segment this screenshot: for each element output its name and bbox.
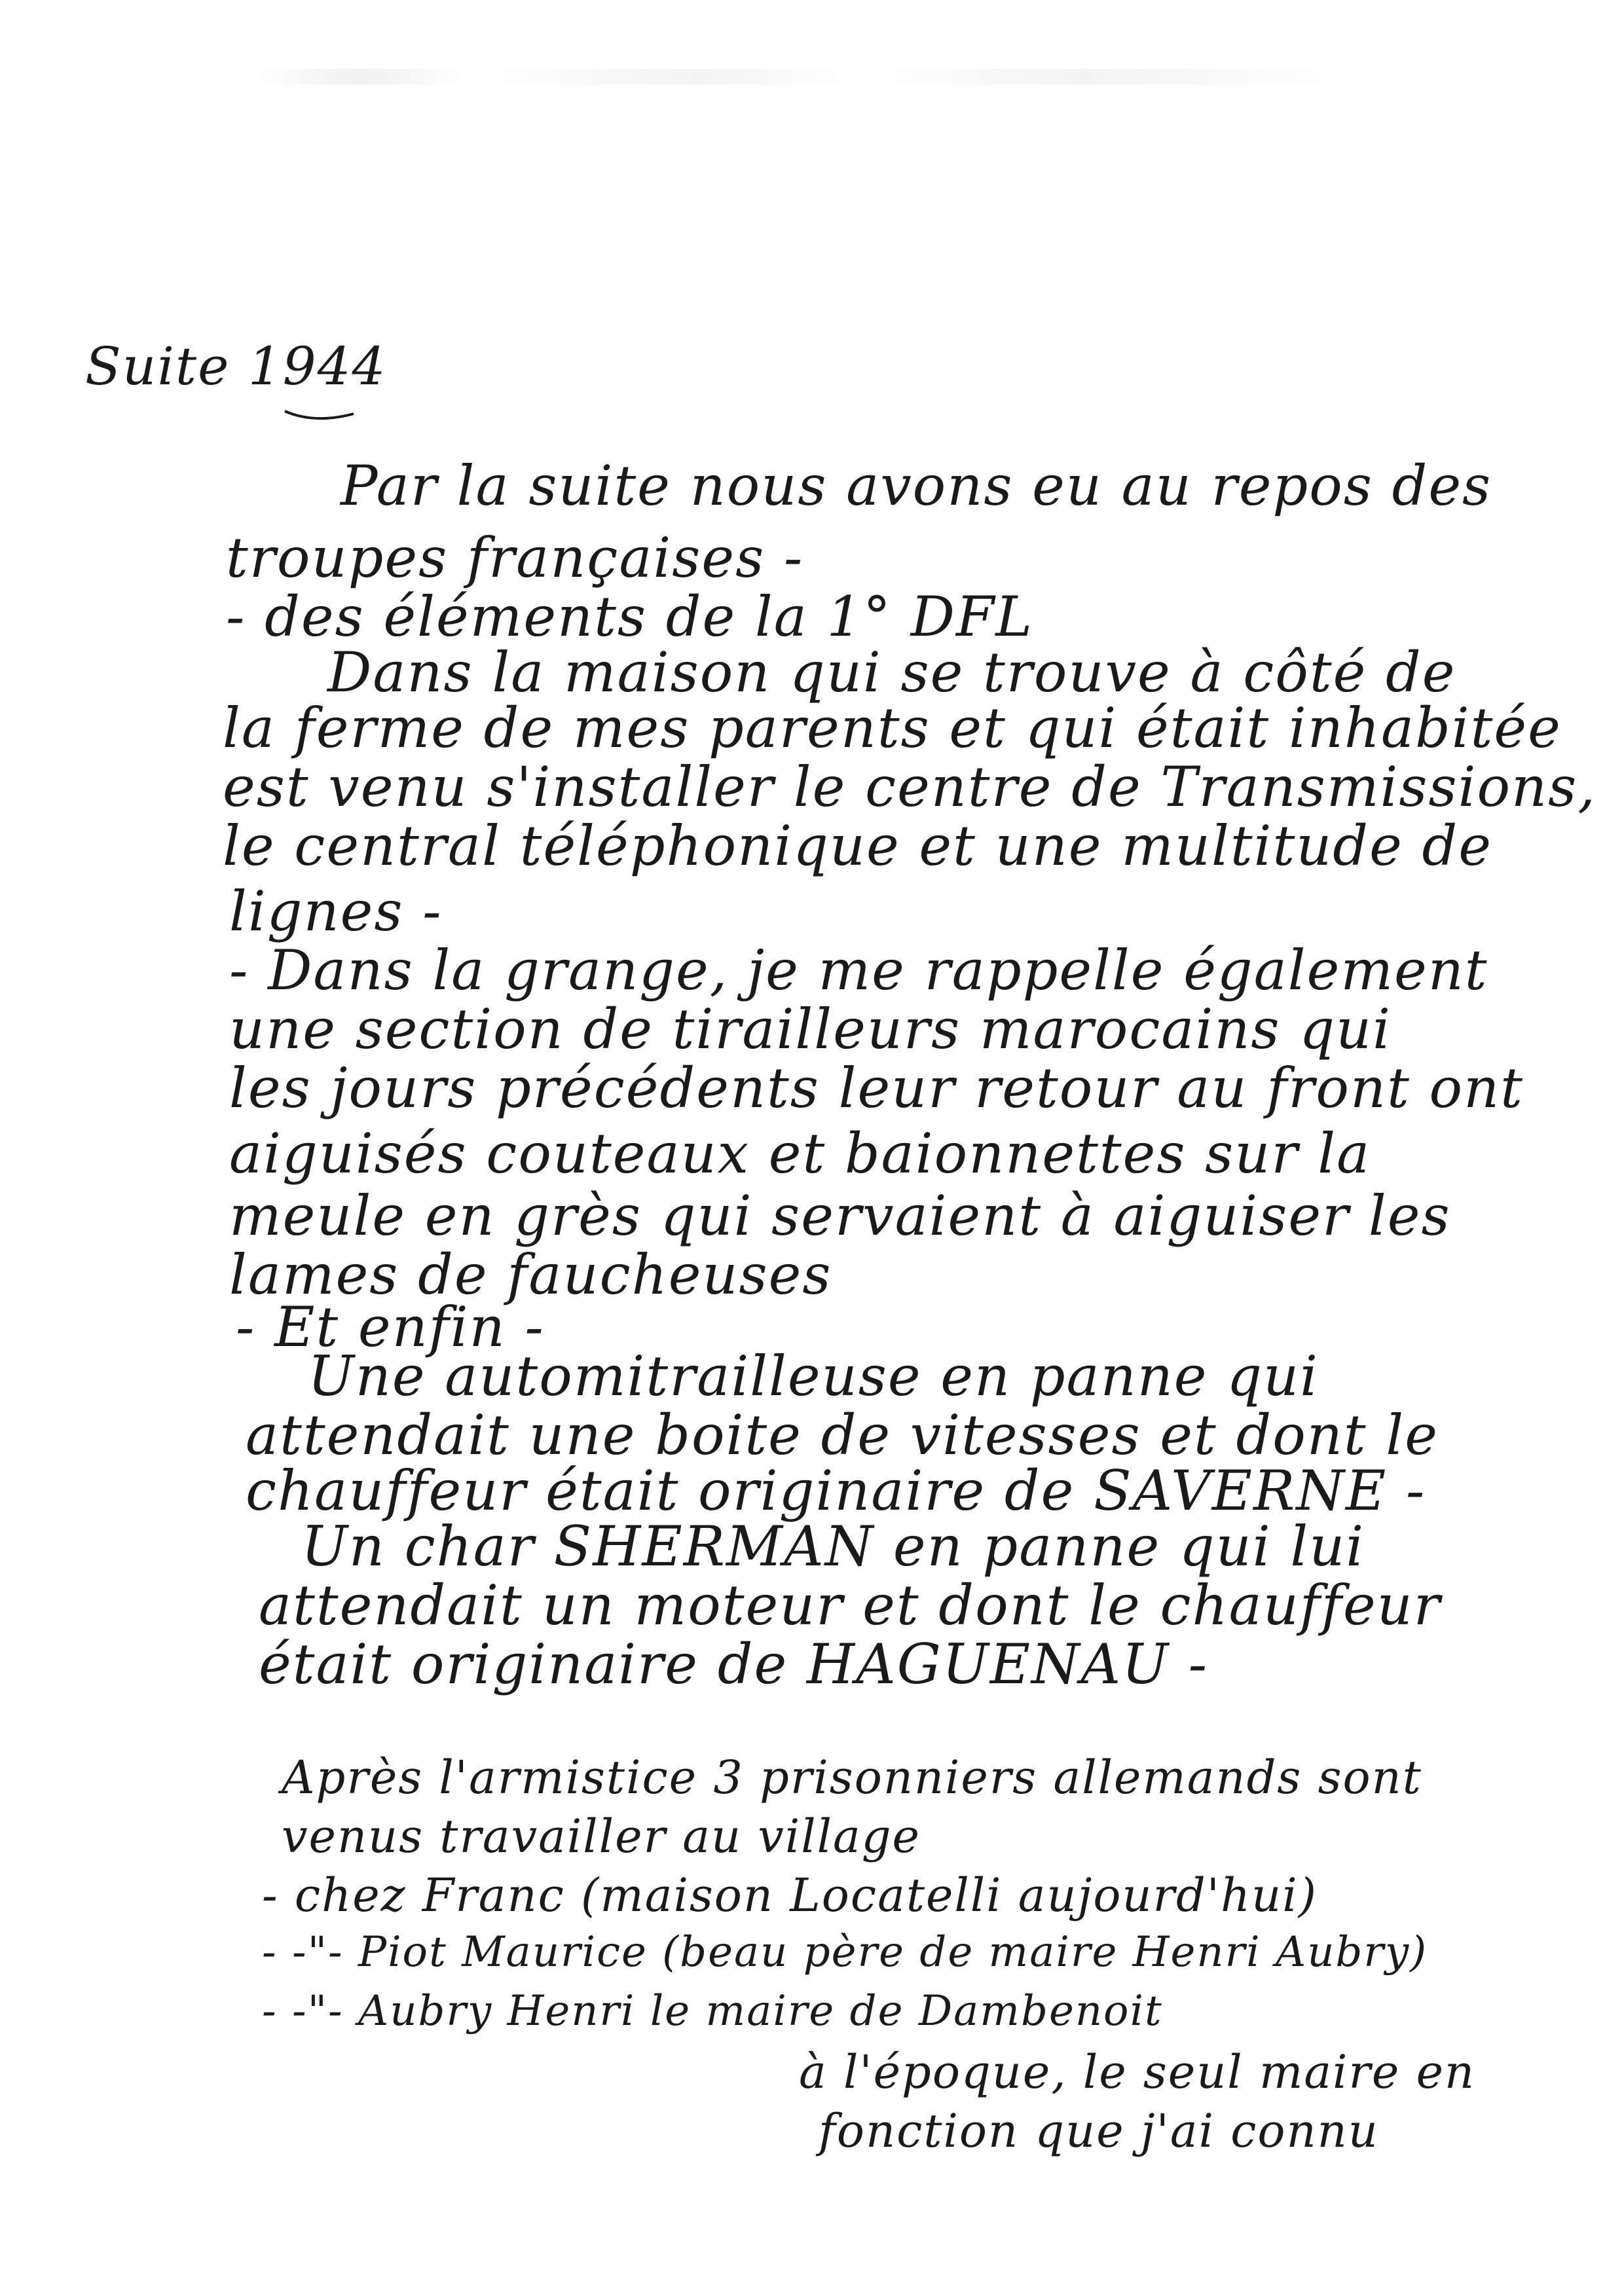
page-heading: Suite 1944 — [85, 336, 387, 397]
text-line: meule en grès qui servaient à aiguiser les — [229, 1184, 1451, 1248]
text-line: - -"- Piot Maurice (beau père de maire Henri Aubry) — [262, 1928, 1428, 1977]
text-line: aiguisés couteaux et baionnettes sur la — [229, 1121, 1371, 1186]
text-line: - -"- Aubry Henri le maire de Dambenoit — [262, 1987, 1163, 2035]
text-line: la ferme de mes parents et qui était inhabitée — [223, 696, 1562, 760]
text-line: - chez Franc (maison Locatelli aujourd'hui) — [262, 1868, 1318, 1922]
text-line: venus travailler au village — [282, 1810, 921, 1863]
text-line: - des éléments de la 1° DFL — [226, 585, 1034, 649]
text-line: le central téléphonique et une multitude de — [223, 814, 1492, 878]
text-line: fonction que j'ai connu — [819, 2104, 1379, 2158]
text-line: Par la suite nous avons eu au repos des — [341, 454, 1492, 518]
text-line: lignes - — [229, 879, 443, 943]
text-line: Un char SHERMAN en panne qui lui — [301, 1514, 1365, 1578]
text-line: lames de faucheuses — [229, 1243, 832, 1307]
text-line: les jours précédents leur retour au front ont — [229, 1056, 1524, 1120]
text-line: était originaire de HAGUENAU - — [259, 1632, 1209, 1696]
text-line: chauffeur était originaire de SAVERNE - — [246, 1459, 1426, 1523]
text-line: Une automitrailleuse en panne qui — [308, 1344, 1319, 1408]
text-line: attendait une boite de vitesses et dont le — [246, 1403, 1439, 1467]
text-line: Dans la maison qui se trouve à côté de — [327, 640, 1456, 704]
text-line: Après l'armistice 3 prisonniers allemands sont — [282, 1751, 1422, 1804]
text-line: à l'époque, le seul maire en — [799, 2045, 1476, 2099]
text-line: - Et enfin - — [236, 1295, 545, 1359]
text-line: attendait un moteur et dont le chauffeur — [259, 1573, 1441, 1637]
text-line: une section de tirailleurs marocains qui — [229, 997, 1392, 1061]
text-line: est venu s'installer le centre de Transmissions, — [223, 755, 1596, 819]
heading-underline — [282, 406, 360, 426]
scan-artifact — [249, 69, 1362, 84]
text-line: troupes françaises - — [226, 526, 804, 590]
text-line: - Dans la grange, je me rappelle également — [229, 938, 1488, 1002]
